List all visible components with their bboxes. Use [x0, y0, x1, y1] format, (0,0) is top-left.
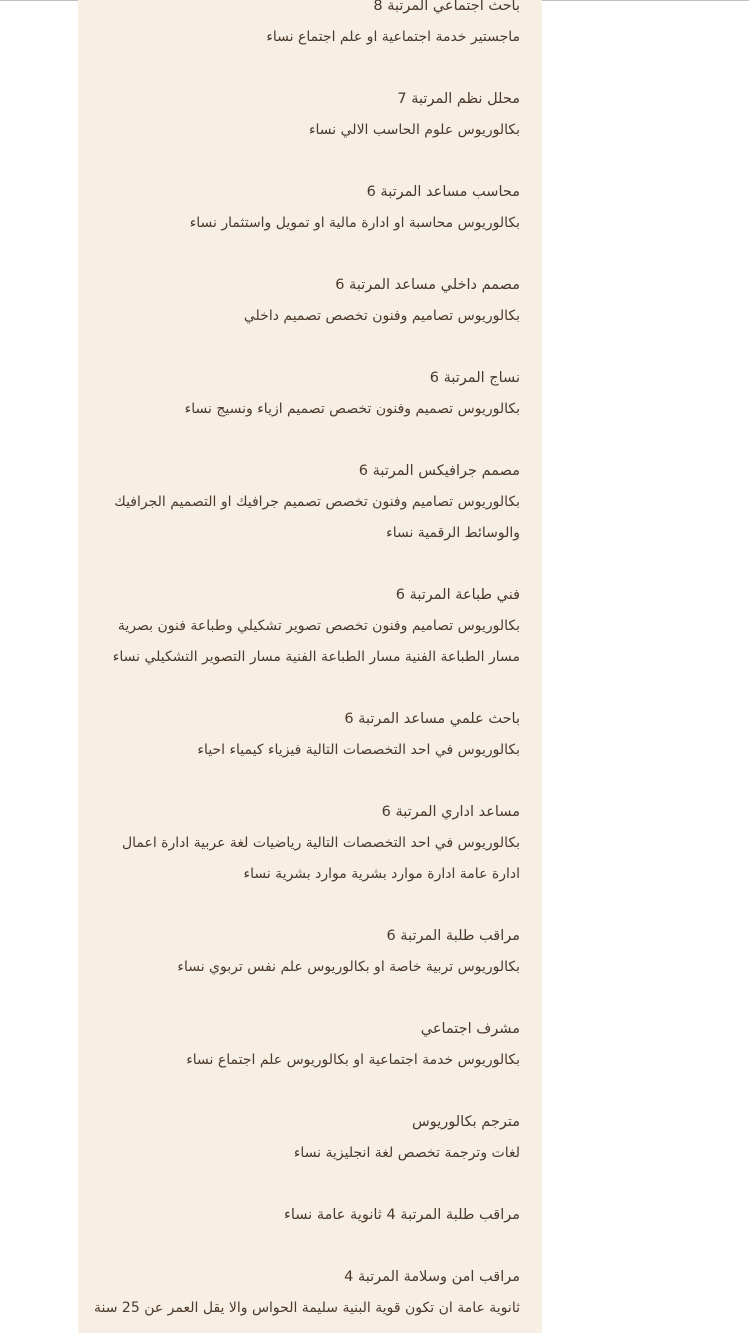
- job-requirement: والوسائط الرقمية نساء: [386, 525, 520, 541]
- job-title: مراقب طلبة المرتبة 6: [386, 928, 520, 944]
- job-title: مراقب طلبة المرتبة 4 ثانوية عامة نساء: [284, 1207, 520, 1223]
- job-requirement: بكالوريوس في احد التخصصات التالية رياضيات لغة عربية ادارة اعمال: [121, 835, 520, 851]
- job-requirement: بكالوريوس تربية خاصة او بكالوريوس علم نفس تربوي نساء: [177, 959, 520, 975]
- job-title: فني طباعة المرتبة 6: [395, 587, 520, 603]
- content-panel: [78, 0, 542, 1333]
- job-requirement: ماجستير خدمة اجتماعية او علم اجتماع نساء: [266, 29, 520, 45]
- job-requirement: بكالوريوس تصميم وفنون تخصص تصميم ازياء ونسيج نساء: [184, 401, 520, 417]
- job-requirement: بكالوريوس علوم الحاسب الالي نساء: [308, 122, 520, 138]
- job-requirement: بكالوريوس في احد التخصصات التالية فيزياء كيمياء احياء: [197, 742, 520, 758]
- job-title: مصمم جرافيكس المرتبة 6: [358, 463, 520, 479]
- job-requirement: ثانوية عامة ان تكون قوية البنية سليمة الحواس والا يقل العمر عن 25 سنة: [94, 1300, 520, 1316]
- job-requirement: لغات وترجمة تخصص لغة انجليزية نساء: [293, 1145, 520, 1161]
- job-title: باحث علمي مساعد المرتبة 6: [344, 711, 520, 727]
- job-requirement: بكالوريوس تصاميم وفنون تخصص تصميم جرافيك او التصميم الجرافيك: [114, 494, 520, 510]
- job-requirement: مسار الطباعة الفنية مسار الطباعة الفنية مسار التصوير التشكيلي نساء: [112, 649, 520, 665]
- job-requirement: ادارة عامة ادارة موارد بشرية موارد بشرية نساء: [243, 866, 520, 882]
- job-title: محاسب مساعد المرتبة 6: [366, 184, 520, 200]
- job-title: مراقب امن وسلامة المرتبة 4: [344, 1269, 520, 1285]
- job-title: مصمم داخلي مساعد المرتبة 6: [335, 277, 520, 293]
- job-requirement: بكالوريوس تصاميم وفنون تخصص تصميم داخلي: [243, 308, 520, 324]
- job-title: محلل نظم المرتبة 7: [397, 91, 520, 107]
- job-requirement: بكالوريوس خدمة اجتماعية او بكالوريوس علم اجتماع نساء: [186, 1052, 520, 1068]
- job-title: باحث اجتماعي المرتبة 8: [373, 0, 520, 14]
- job-requirement: بكالوريوس محاسبة او ادارة مالية او تمويل واستثمار نساء: [189, 215, 520, 231]
- job-title: مترجم بكالوريوس: [412, 1114, 520, 1130]
- job-title: نساج المرتبة 6: [429, 370, 520, 386]
- job-requirement: بكالوريوس تصاميم وفنون تخصص تصوير تشكيلي وطباعة فنون بصرية: [117, 618, 520, 634]
- job-title: مساعد اداري المرتبة 6: [381, 804, 520, 820]
- job-title: مشرف اجتماعي: [420, 1021, 520, 1037]
